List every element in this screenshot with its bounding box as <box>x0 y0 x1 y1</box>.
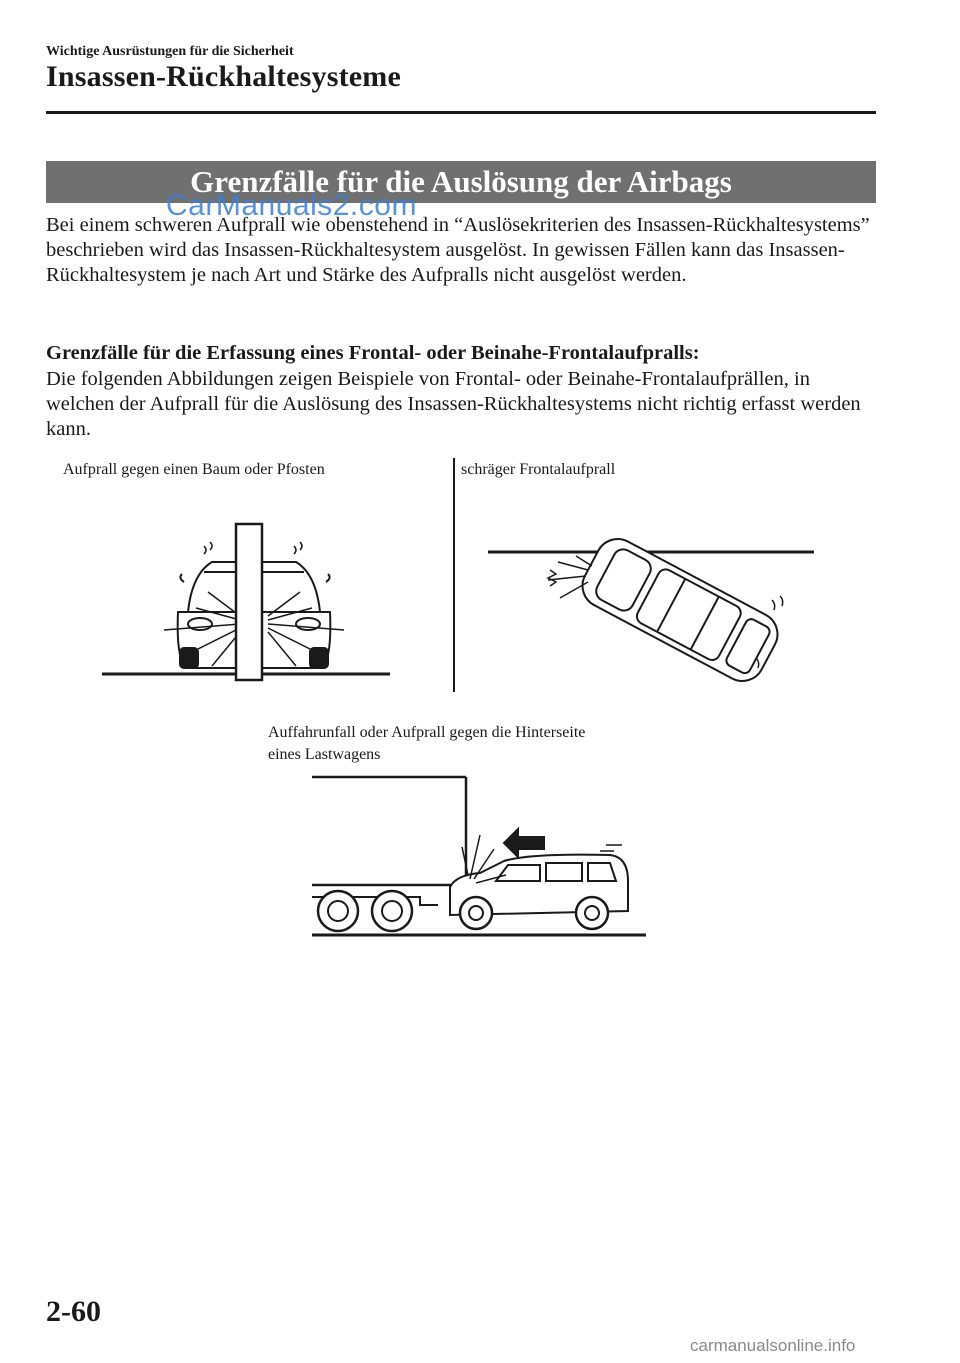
pole-impact-illustration <box>100 520 400 690</box>
subheading: Grenzfälle für die Erfassung eines Frontal- oder Beinahe-Frontalaufpralls: <box>46 342 700 364</box>
chapter-title: Insassen-Rückhaltesysteme <box>46 60 402 93</box>
section-label: Wichtige Ausrüstungen für die Sicherheit <box>46 44 294 59</box>
watermark-text: CarManuals2.com <box>166 189 417 222</box>
oblique-impact-illustration <box>480 540 820 680</box>
figure-caption-underride: Auffahrunfall oder Aufprall gegen die Hinterseite eines Lastwagens <box>268 724 586 763</box>
underride-impact-illustration <box>310 775 650 940</box>
title-rule <box>46 111 876 114</box>
figure-caption-pole: Aufprall gegen einen Baum oder Pfosten <box>63 461 325 478</box>
figure-divider <box>453 458 455 692</box>
figures-paragraph: Die folgenden Abbildungen zeigen Beispiele von Frontal- oder Beinahe-Frontalaufprällen, in welchen der Aufprall für die Auslösung des Insassen-Rückhaltesystems nicht richtig erfasst werden kann. <box>46 368 861 440</box>
figure-caption-oblique: schräger Frontalaufprall <box>461 461 616 478</box>
section-banner: Grenzfälle für die Auslösung der Airbags <box>46 161 876 203</box>
page-number: 2-60 <box>46 1295 101 1328</box>
intro-paragraph: Bei einem schweren Aufprall wie obenstehend in “Auslösekriterien des Insassen-Rückhaltesystems” beschrieben wird das Insassen-Rückhaltesystem ausgelöst. In gewissen Fällen kann das Insassen-Rückhaltesystem je nach Art und Stärke des Aufpralls nicht ausgelöst werden. <box>46 214 870 286</box>
footer-site-link[interactable]: carmanualsonline.info <box>690 1336 856 1355</box>
